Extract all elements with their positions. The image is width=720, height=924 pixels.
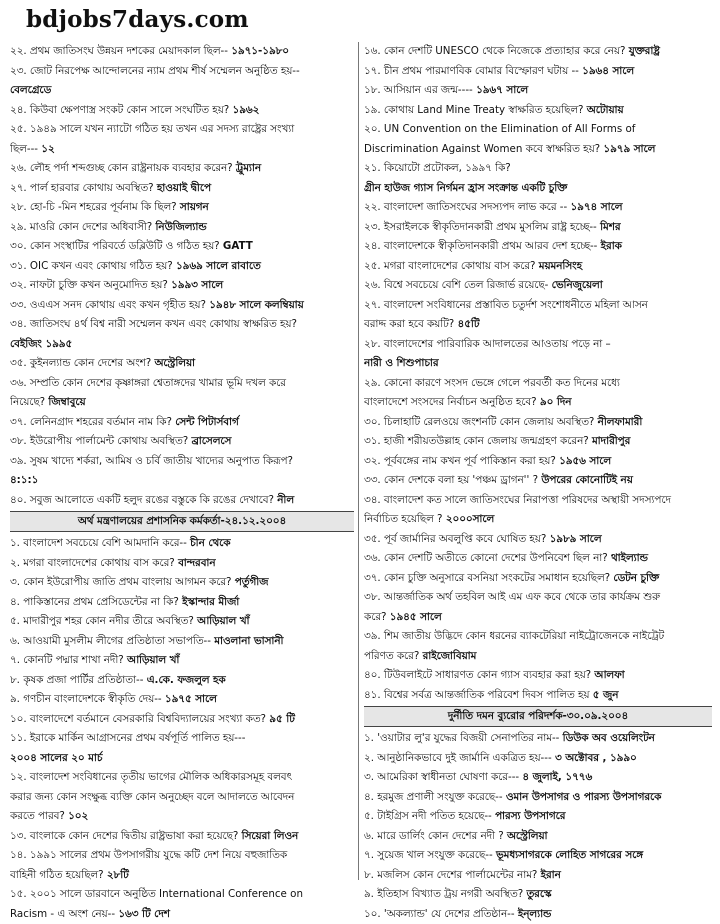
answer-text: ভেনিজুয়েলা: [552, 279, 603, 291]
answer-text: ইরান: [541, 869, 561, 881]
question-line: [364, 905, 712, 924]
question-text: ৬. মারে ডার্লিং কোন দেশের নদী ?: [364, 830, 504, 842]
answer-text: জিম্বাবুয়ে: [48, 396, 85, 408]
question-line: [10, 788, 354, 808]
section-heading: দুর্নীতি দমন ব্যুরোর পরিদর্শক-৩০.০৯.২০০৪: [364, 706, 712, 727]
question-line: [10, 593, 354, 613]
question-text: ৩৩. ওএএস সনদ কোথায় এবং কখন গৃহীত হয়?: [10, 299, 206, 311]
answer-text: এ.কে. ফজলুল হক: [147, 674, 226, 686]
question-text: ২৫. মগরা বাংলাদেশের কোথায় বাস করে?: [364, 260, 535, 272]
question-line: [364, 569, 712, 589]
question-line: [364, 491, 712, 511]
answer-text: ব্রাসেলসে: [191, 435, 231, 447]
question-text: ৪০. সবুজ আলোতে একটি হলুদ রঙের বস্তুকে কি রঙের দেখাবে?: [10, 494, 274, 506]
question-line: [10, 42, 354, 62]
question-text: ২২. বাংলাদেশ জাতিসংঘের সদস্যপদ লাভ করে --: [364, 201, 567, 213]
question-text: ৩৭. কোন চুক্তি অনুসারে বসনিয়া সংকটের সমাধান হয়েছিল?: [364, 572, 610, 584]
question-line: [364, 866, 712, 886]
question-text: ২৭. বাংলাদেশ সংবিধানের প্রস্তাবিত চতুর্দশ সংশোধনীতে মহিলা আসন: [364, 299, 648, 311]
answer-text: ওমান উপসাগর ও পারস্য উপসাগরকে: [506, 791, 662, 803]
question-text: ২. আনুষ্ঠানিকভাবে দুই জার্মানি একত্রিত হয়---: [364, 752, 552, 764]
question-line: [364, 354, 712, 374]
question-text: নিয়েছে?: [10, 396, 45, 408]
answer-text: বান্দরবান: [178, 557, 216, 569]
question-line: [364, 218, 712, 238]
question-text: নির্বাচিত হয়েছিল ?: [364, 513, 443, 525]
question-text: ১৩. বাংলাকে কোন দেশের দ্বিতীয় রাষ্ট্রভাষা করা হয়েছে?: [10, 830, 238, 842]
answer-text: থাইল্যান্ড: [611, 552, 648, 564]
answer-text: ১৯৭৯ সালে: [603, 143, 655, 155]
question-text: করে?: [364, 611, 386, 623]
answer-text: ভূমধ্যসাগরকে লোহিত সাগরের সঙ্গে: [496, 849, 643, 861]
question-line: [364, 393, 712, 413]
answer-text: তুরস্কে: [526, 888, 551, 900]
section-heading: অর্থ মন্ত্রণালয়ের প্রশাসনিক কর্মকর্তা-২৪.১২.২০০৪: [10, 511, 354, 532]
question-text: Racism - এ অংশ নেয়--: [10, 908, 115, 920]
question-line: [10, 218, 354, 238]
question-line: [10, 651, 354, 671]
answer-text: নীল: [277, 494, 294, 506]
answer-text: ৪৫টি: [458, 318, 480, 330]
question-line: [10, 612, 354, 632]
question-line: [10, 354, 354, 374]
answer-text: ১৯৬৯ সালে রাবাতে: [176, 260, 261, 272]
question-text: ২৮. হো-চি -মিন শহরের পূর্বনাম কি ছিল?: [10, 201, 177, 213]
question-text: ২৩. জোট নিরপেক্ষ আন্দোলনের ন্যাম প্রথম শীর্ষ সম্মেলন অনুষ্ঠিত হয়--: [10, 65, 300, 77]
question-line: [10, 81, 354, 101]
question-text: করার জন্য কোন সংক্ষুব্ধ ব্যক্তি কোন অনুচ্ছেদ বলে আদালতে আবেদন: [10, 791, 294, 803]
question-text: ৩. কোন ইউরোপীয় জাতি প্রথম বাংলায় আগমন করে?: [10, 576, 231, 588]
question-text: ৩৯. শিম জাতীয় উদ্ভিদে কোন ধরনের ব্যাকটেরিয়া নাইট্রোজেনকে নাইট্রেট: [364, 630, 664, 642]
answer-text: সিয়েরা লিওন: [242, 830, 299, 842]
question-line: [364, 159, 712, 179]
site-title: bdjobs7days.com: [26, 6, 249, 33]
question-line: [364, 140, 712, 160]
question-line: [364, 257, 712, 277]
question-text: ২৪. কিউবা ক্ষেপণাস্ত্র সংকট কোন সালে সংঘটিত হয়?: [10, 104, 229, 116]
answer-text: ১৯৬৭ সালে: [476, 84, 528, 96]
answer-text: নীলফামারী: [598, 416, 643, 428]
question-line: [364, 608, 712, 628]
question-text: ৩৮. ইউরোপীয় পার্লামেন্ট কোথায় অবস্থিত?: [10, 435, 188, 447]
question-text: ১০. বাংলাদেশে বর্তমানে বেসরকারি বিশ্ববিদ্যালয়ের সংখ্যা কত?: [10, 713, 266, 725]
answer-text: অটোয়ায়: [587, 104, 624, 116]
question-text: ৪১. বিশ্বের সর্বত্র আন্তর্জাতিক পরিবেশ দিবস পালিত হয়: [364, 689, 589, 701]
answer-text: ১৯৮৯ সালে: [550, 533, 602, 545]
question-text: ১৬. কোন দেশটি UNESCO থেকে নিজেকে প্রত্যাহার করে নেয়?: [364, 45, 625, 57]
question-line: [10, 198, 354, 218]
question-line: [364, 647, 712, 667]
question-text: ২৯. মাওরি কোন দেশের অধিবাসী?: [10, 221, 152, 233]
answer-text: গ্রীন হাউজ গ্যাস নির্গমন হ্রাস সংক্রান্ত একটি চুক্তি: [364, 182, 567, 194]
answer-text: ১২: [41, 143, 54, 155]
question-line: [10, 335, 354, 355]
answer-text: ৪ জুলাই, ১৭৭৬: [522, 771, 592, 783]
answer-text: নারী ও শিশুপাচার: [364, 357, 439, 369]
question-text: ৩৯. সুষম খাদ্যে শর্করা, আমিষ ও চর্বি জাতীয় খাদ্যের অনুপাত কিরূপ?: [10, 455, 293, 467]
question-text: ৩. আমেরিকা স্বাধীনতা ঘোষণা করে---: [364, 771, 519, 783]
question-line: [364, 627, 712, 647]
answer-text: সায়গন: [180, 201, 209, 213]
question-line: [10, 471, 354, 491]
answer-text: ১৯৭১-১৯৮০: [231, 45, 289, 57]
question-text: ৪. হরমুজ প্রণালী সংযুক্ত করেছে--: [364, 791, 503, 803]
answer-text: আলফা: [594, 669, 624, 681]
question-text: ৩১. OIC কখন এবং কোথায় গঠিত হয়?: [10, 260, 173, 272]
answer-text: অস্ট্রেলিয়া: [155, 357, 196, 369]
answer-text: GATT: [223, 240, 253, 252]
answer-text: মিশর: [600, 221, 620, 233]
answer-text: ইন্ল্যান্ড: [518, 908, 551, 920]
question-text: ২২. প্রথম জাতিসংঘ উন্নয়ন দশকের মেয়াদকাল ছিল--: [10, 45, 228, 57]
answer-text: ১৯৯৩ সালে: [171, 279, 223, 291]
question-line: [364, 452, 712, 472]
answer-text: ট্রুম্যান: [236, 162, 261, 174]
answer-text: ময়মনসিংহ: [539, 260, 582, 272]
question-line: [10, 534, 354, 554]
right-column: [364, 42, 712, 924]
answer-text: মাওলানা ভাসানী: [214, 635, 283, 647]
question-text: বাহিনী গঠিত হয়েছিল?: [10, 869, 104, 881]
question-line: [10, 846, 354, 866]
question-line: [10, 296, 354, 316]
question-text: বাংলাদেশে সংসদের নির্বাচন অনুষ্ঠিত হবে?: [364, 396, 537, 408]
question-line: [10, 276, 354, 296]
answer-text: ডিউক অব ওয়েলিংটন: [563, 732, 655, 744]
question-line: [364, 530, 712, 550]
answer-text: মাদারীপুর: [592, 435, 630, 447]
answer-text: ১৯৬২: [233, 104, 260, 116]
question-line: [10, 671, 354, 691]
answer-text: উপরের কোনোটিই নয়: [541, 474, 632, 486]
answer-text: ৯০ দিন: [540, 396, 571, 408]
question-text: ৬. আওয়ামী মুসলীম লীগের প্রতিষ্ঠাতা সভাপতি--: [10, 635, 211, 647]
answer-text: পারস্য উপসাগরে: [495, 810, 565, 822]
answer-text: ১০২: [68, 810, 88, 822]
question-text: ৪০. টিউবলাইটে সাধারণত কোন গ্যাস ব্যবহার করা হয়?: [364, 669, 591, 681]
question-line: [364, 296, 712, 316]
answer-text: ২০০০সালে: [446, 513, 494, 525]
question-line: [364, 588, 712, 608]
question-text: ৮. কৃষক প্রজা পার্টির প্রতিষ্ঠাতা--: [10, 674, 143, 686]
question-text: ৩২. নাফটা চুক্তি কখন অনুমোদিত হয়?: [10, 279, 168, 291]
question-line: [364, 237, 712, 257]
answer-text: ৩ অক্টোবর , ১৯৯০: [555, 752, 637, 764]
question-text: ২৩. ইসরাইলকে স্বীকৃতিদানকারী প্রথম মুসলিম রাষ্ট্র হচ্ছে--: [364, 221, 597, 233]
question-line: [10, 749, 354, 769]
question-text: ৩৭. লেনিনগ্রাদ শহরের বর্তমান নাম কি?: [10, 416, 172, 428]
answer-text: ১৯৭৫ সালে: [165, 693, 217, 705]
question-text: ৪. পাকিস্তানের প্রথম প্রেসিডেন্টের না কি?: [10, 596, 179, 608]
question-text: পরিণত করে?: [364, 650, 419, 662]
question-line: [10, 374, 354, 394]
question-line: [364, 666, 712, 686]
question-line: [364, 471, 712, 491]
question-text: ৯. ইতিহাস বিখ্যাত ট্রয় নগরী অবস্থিত?: [364, 888, 523, 900]
question-line: [10, 807, 354, 827]
question-line: [364, 432, 712, 452]
answer-text: ২৮টি: [107, 869, 129, 881]
question-text: ৫. মাদারীপুর শহর কোন নদীর তীরে অবস্থিত?: [10, 615, 194, 627]
question-text: ৩১. হাজী শরীয়তউল্লাহ কোন জেলায় জন্মগ্রহণ করেন?: [364, 435, 589, 447]
answer-text: বেলগ্রেডে: [10, 84, 51, 96]
question-line: [364, 686, 712, 706]
question-text: ৭. সুয়েজ খাল সংযুক্ত করেছে--: [364, 849, 493, 861]
answer-text: নিউজিল্যান্ড: [155, 221, 206, 233]
question-line: [10, 905, 354, 924]
question-text: ৩০. চিলাহাটি রেলওয়ে জংশনটি কোন জেলায় অবস্থিত?: [364, 416, 594, 428]
question-line: [10, 573, 354, 593]
question-line: [10, 257, 354, 277]
column-divider: [358, 42, 359, 880]
question-text: ২. মগরা বাংলাদেশের কোথায় বাস করে?: [10, 557, 175, 569]
question-text: ২৫. ১৯৪৯ সালে যখন ন্যাটো গঠিত হয় তখন এর সদস্য রাষ্ট্রের সংখ্যা: [10, 123, 294, 135]
question-text: ১৭. চীন প্রথম পারমাণবিক বোমার বিস্ফোরণ ঘটায় --: [364, 65, 579, 77]
question-line: [10, 452, 354, 472]
answer-text: ১৯৪৫ সালে: [390, 611, 442, 623]
question-line: [364, 749, 712, 769]
question-line: [10, 491, 354, 511]
question-line: [364, 276, 712, 296]
question-text: ৩৮. আন্তর্জাতিক অর্থ তহবিল আই এম এফ কবে থেকে তার কার্যক্রম শুরু: [364, 591, 660, 603]
question-line: [10, 159, 354, 179]
question-line: [10, 237, 354, 257]
question-text: ২৭. পার্ল হারবার কোথায় অবস্থিত?: [10, 182, 154, 194]
question-text: ২০. UN Convention on the Elimination of All Forms of: [364, 123, 635, 135]
question-line: [364, 510, 712, 530]
question-text: ৫. টাইগ্রিস নদী পতিত হয়েছে--: [364, 810, 492, 822]
question-line: [364, 885, 712, 905]
question-line: [10, 710, 354, 730]
question-line: [364, 788, 712, 808]
answer-text: ১৯৫৬ সালে: [559, 455, 611, 467]
answer-text: হাওয়াই দ্বীপে: [157, 182, 211, 194]
question-text: ১২. বাংলাদেশ সংবিধানের তৃতীয় ভাগের মৌলিক অধিকারসমূহ বলবৎ: [10, 771, 292, 783]
question-line: [10, 632, 354, 652]
question-line: [364, 768, 712, 788]
question-text: ২৬. বিশ্বে সবচেয়ে বেশি তেল রিজার্ভ রয়েছে-: [364, 279, 548, 291]
question-line: [10, 179, 354, 199]
question-line: [364, 846, 712, 866]
question-line: [364, 101, 712, 121]
question-line: [364, 42, 712, 62]
question-line: [10, 393, 354, 413]
question-line: [364, 729, 712, 749]
question-text: ২৬. লৌহ পর্দা শব্দগুচ্ছ কোন রাষ্ট্রনায়ক ব্যবহার করেন?: [10, 162, 233, 174]
left-column: [10, 42, 354, 924]
question-text: ২৯. কোনো কারণে সংসদ ভেঙ্গে গেলে পরবর্তী কত দিনের মধ্যে: [364, 377, 620, 389]
question-line: [10, 729, 354, 749]
answer-text: রাইজোবিয়াম: [423, 650, 477, 662]
answer-text: ১৯৪৮ সালে কলম্বিয়ায়: [209, 299, 304, 311]
question-line: [364, 315, 712, 335]
question-line: [10, 866, 354, 886]
question-line: [364, 374, 712, 394]
question-line: [364, 81, 712, 101]
answer-text: অস্ট্রেলিয়া: [507, 830, 548, 842]
question-line: [10, 768, 354, 788]
question-line: [10, 885, 354, 905]
question-line: [10, 432, 354, 452]
question-text: Discrimination Against Women কবে স্বাক্ষরিত হয়?: [364, 143, 600, 155]
question-line: [364, 179, 712, 199]
question-line: [10, 62, 354, 82]
question-line: [364, 335, 712, 355]
question-text: বরাদ্দ করা হবে কয়টি?: [364, 318, 454, 330]
question-text: ৭. কোনটি পদ্মার শাখা নদী?: [10, 654, 124, 666]
question-line: [364, 62, 712, 82]
question-line: [10, 120, 354, 140]
question-line: [10, 827, 354, 847]
question-text: ছিল---: [10, 143, 38, 155]
question-line: [10, 315, 354, 335]
question-line: [10, 140, 354, 160]
answer-text: ১৬৩ টি দেশ: [118, 908, 169, 920]
question-text: ১. বাংলাদেশ সবচেয়ে বেশি আমদানি করে--: [10, 537, 187, 549]
answer-text: বেইজিং ১৯৯৫: [10, 338, 72, 350]
question-text: ৯. গণচীন বাংলাদেশকে স্বীকৃতি দেয়--: [10, 693, 162, 705]
answer-text: ১৯৭৪ সালে: [570, 201, 622, 213]
question-text: ৩০. কোন সংস্থাটির পরিবর্তে ডব্লিউটি ও গঠিত হয়?: [10, 240, 220, 252]
answer-text: ইরাক: [601, 240, 622, 252]
question-text: ৩৪. বাংলাদেশ কত সালে জাতিসংঘের নিরাপত্তা পরিষদের অস্থায়ী সদস্যপদে: [364, 494, 671, 506]
answer-text: ৫ জুন: [593, 689, 619, 701]
question-text: ৩৫. কুইনল্যান্ড কোন দেশের অংশ?: [10, 357, 151, 369]
question-text: ১৫. ২০০১ সালে ডারবানে অনুষ্ঠিত International Conference on: [10, 888, 303, 900]
question-line: [364, 413, 712, 433]
question-line: [10, 413, 354, 433]
answer-text: আড়িয়াল খাঁ: [197, 615, 249, 627]
question-text: ১৮. আসিয়ান এর জন্ম----: [364, 84, 473, 96]
question-line: [10, 101, 354, 121]
question-line: [364, 827, 712, 847]
question-line: [364, 198, 712, 218]
answer-text: পর্তুগীজ: [235, 576, 269, 588]
question-line: [10, 690, 354, 710]
question-text: করতে পারব?: [10, 810, 65, 822]
answer-text: ডেটন চুক্তি: [613, 572, 659, 584]
question-line: [364, 549, 712, 569]
question-text: ২১. কিয়োটো প্রটোকল, ১৯৯৭ কি?: [364, 162, 511, 174]
answer-text: ৪:১:১: [10, 474, 38, 486]
answer-text: ইস্কান্দার মীর্জা: [182, 596, 239, 608]
question-line: [364, 120, 712, 140]
question-text: ১. 'ওয়াটার লু'র যুদ্ধের বিজয়ী সেনাপতির নাম--: [364, 732, 559, 744]
question-text: ৩৫. পূর্ব জার্মানির অবলুপ্তি কবে ঘোষিত হয়?: [364, 533, 546, 545]
question-text: ৩৬. সম্প্রতি কোন দেশের কৃষ্ণাঙ্গরা শ্বেতাঙ্গদের খামার ভূমি দখল করে: [10, 377, 286, 389]
answer-text: ৯৫ টি: [269, 713, 295, 725]
answer-text: চীন থেকে: [190, 537, 230, 549]
question-text: ৮. মজলিস কোন দেশের পার্লামেন্টের নাম?: [364, 869, 537, 881]
answer-text: সেন্ট পিটার্সবার্গ: [175, 416, 238, 428]
question-text: ১৪. ১৯৯১ সালের প্রথম উপসাগরীয় যুদ্ধে কটি দেশ নিয়ে বহুজাতিক: [10, 849, 287, 861]
question-text: ৩৬. কোন দেশটি অতীতে কোনো দেশের উপনিবেশ ছিল না?: [364, 552, 608, 564]
question-text: ১০. 'অকল্যান্ড' যে দেশের প্রতিষ্ঠান--: [364, 908, 515, 920]
question-text: ৩২. পূর্ববঙ্গের নাম কখন পূর্ব পাকিস্তান করা হয়?: [364, 455, 556, 467]
question-text: ৩৪. জাতিসংঘ ৪র্থ বিশ্ব নারী সম্মেলন কখন এবং কোথায় স্বাক্ষরিত হয়?: [10, 318, 297, 330]
question-text: ১৯. কোথায় Land Mine Treaty স্বাক্ষরিত হয়েছিল?: [364, 104, 584, 116]
question-line: [364, 807, 712, 827]
question-text: ১১. ইরাকে মার্কিন আগ্রাসনের প্রথম বর্ষপূর্তি পালিত হয়---: [10, 732, 245, 744]
question-text: ২৪. বাংলাদেশকে স্বীকৃতিদানকারী প্রথম আরব দেশ হচ্ছে--: [364, 240, 597, 252]
answer-text: ১৯৬৪ সালে: [582, 65, 634, 77]
question-text: ২৮. বাংলাদেশের পারিবারিক আদালতের আওতায় পড়ে না –: [364, 338, 611, 350]
answer-text: ২০০৪ সালের ২০ মার্চ: [10, 752, 102, 764]
answer-text: আড়িয়াল খাঁ: [127, 654, 179, 666]
question-line: [10, 554, 354, 574]
answer-text: যুক্তরাষ্ট্র: [629, 45, 660, 57]
question-text: ৩৩. কোন দেশকে বলা হয় 'পঞ্চম ড্রাগন'' ?: [364, 474, 538, 486]
